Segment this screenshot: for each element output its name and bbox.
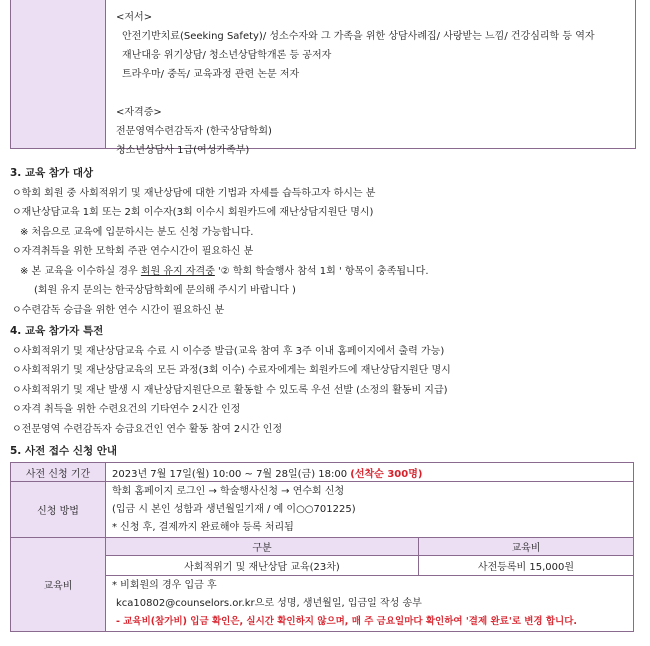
audience-note: (회원 유지 문의는 한국상담학회에 문의해 주시기 바랍니다 )	[34, 285, 296, 296]
section-target-audience	[10, 164, 429, 320]
method-line: 학회 홈페이지 로그인 → 학술행사신청 → 연수회 신청	[112, 485, 345, 497]
method-line: (입금 시 본인 성함과 생년월일기재 / 예 이○○701225)	[112, 503, 356, 515]
section-4-title: 4. 교육 참가자 특전	[10, 325, 104, 337]
book-line: 트라우마/ 중독/ 교육과정 관련 논문 저자	[122, 69, 300, 80]
book-line: 재난대응 위기상담/ 청소년상담학개론 등 공저자	[122, 50, 332, 61]
benefit-item: ㅇ사회적위기 및 재난상담교육 수료 시 이수증 발급(교육 참여 후 3주 이내 홈페이지에서 출력 가능)	[12, 345, 445, 357]
capacity-highlight: (선착순 300명)	[350, 468, 423, 480]
cert-line: 청소년상담사 1급(여성가족부)	[116, 145, 250, 156]
audience-item: ㅇ재난상담교육 1회 또는 2회 이수자(3회 이수시 회원카드에 재난상담지원단 명시)	[12, 207, 374, 218]
author-heading: <저서>	[116, 12, 153, 23]
course-name: 사회적위기 및 재난상담 교육(23차)	[106, 556, 419, 576]
benefit-item: ㅇ사회적위기 및 재난 발생 시 재난상담지원단으로 활동할 수 있도록 우선 선발 (소정의 활동비 지급)	[12, 384, 448, 396]
course-fee: 사전등록비 15,000원	[419, 556, 634, 576]
audience-note	[10, 262, 429, 282]
period-label: 사전 신청 기간	[11, 463, 106, 482]
section-registration	[10, 443, 117, 458]
audience-item: ㅇ자격취득을 위한 모학회 주관 연수시간이 필요하신 분	[12, 246, 254, 257]
section-benefits	[10, 322, 451, 439]
fee-note-email: kca10802@counselors.or.kr으로 성명, 생년월일, 입금일 작성 송부	[116, 597, 422, 609]
method-label: 신청 방법	[11, 482, 106, 538]
col-fee-header: 교육비	[419, 538, 634, 556]
section-3-title: 3. 교육 참가 대상	[10, 167, 94, 179]
cert-line: 전문영역수련감독자 (한국상담학회)	[116, 126, 272, 137]
audience-item: ㅇ학회 회원 중 사회적위기 및 재난상담에 대한 기법과 자세를 습득하고자 하시는 분	[12, 187, 376, 199]
book-line: 안전기반치료(Seeking Safety)/ 성소수자와 그 가족을 위한 상담사례집/ 사랑받는 느낌/ 건강심리학 등 역자	[122, 31, 595, 42]
section-5-title: 5. 사전 접수 신청 안내	[10, 445, 118, 457]
registration-table	[10, 462, 634, 632]
profile-content-cell	[106, 0, 635, 156]
cert-heading: <자격증>	[116, 107, 162, 118]
benefit-item: ㅇ전문영역 수련감독자 승급요건인 연수 활동 참여 2시간 인정	[12, 423, 283, 435]
benefit-item: ㅇ자격 취득을 위한 수련요건의 기타연수 2시간 인정	[12, 404, 241, 415]
benefit-item: ㅇ사회적위기 및 재난상담교육의 모든 과정(3회 이수) 수료자에게는 회원카드에 재난상담지원단 명시	[12, 365, 451, 376]
audience-note: ※ 처음으로 교육에 입문하시는 분도 신청 가능합니다.	[20, 226, 254, 238]
fee-warning: - 교육비(참가비) 입금 확인은, 실시간 확인하지 않으며, 매 주 금요일마다 확인하여 '결제 완료'로 변경 합니다.	[116, 615, 578, 627]
note-text: ※ 본 교육을 이수하실 경우	[20, 265, 141, 277]
fee-notes	[106, 576, 634, 632]
instructor-profile-table	[10, 0, 636, 156]
audience-item: ㅇ수련감독 승급을 위한 연수 시간이 필요하신 분	[12, 304, 225, 316]
fee-label: 교육비	[11, 538, 106, 632]
method-line: * 신청 후, 결제까지 완료해야 등록 처리됨	[112, 521, 294, 533]
period-value: 2023년 7월 17일(월) 10:00 ~ 7월 28일(금) 18:00 (선착순 300명)	[106, 463, 634, 482]
note-text: '② 학회 학술행사 참석 1회 ' 항목이 충족됩니다.	[214, 265, 429, 277]
membership-link[interactable]: 회원 유지 자격중	[140, 265, 215, 277]
method-value	[106, 482, 634, 538]
col-category-header: 구분	[106, 538, 419, 556]
fee-note: * 비회원의 경우 입금 후	[112, 579, 217, 591]
profile-label-cell	[11, 0, 106, 148]
